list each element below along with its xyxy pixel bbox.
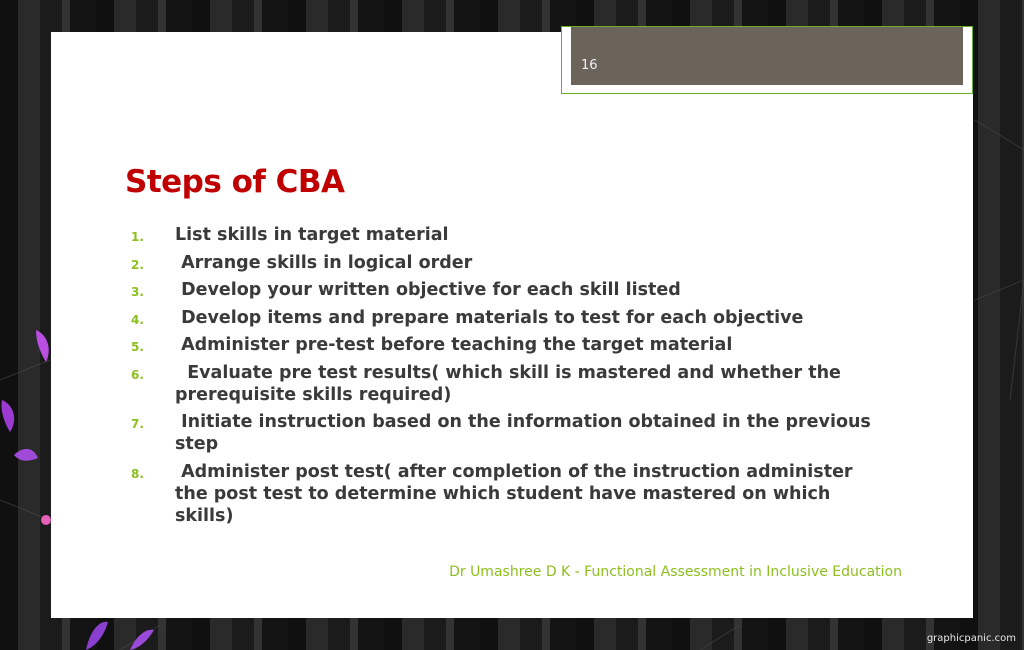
list-number: 4. bbox=[131, 312, 144, 327]
list-item-text: Develop items and prepare materials to test for each objective bbox=[175, 307, 804, 328]
list-number: 7. bbox=[131, 417, 144, 431]
list-item bbox=[131, 252, 891, 274]
slide-title: Steps of CBA bbox=[125, 164, 345, 200]
list-item-text: Develop your written objective for each skill listed bbox=[175, 280, 681, 300]
list-number: 5. bbox=[131, 340, 144, 354]
steps-list bbox=[131, 224, 891, 532]
list-item bbox=[131, 307, 891, 329]
list-number: 2. bbox=[131, 257, 144, 272]
list-item-text: List skills in target material bbox=[175, 225, 449, 245]
list-item bbox=[131, 461, 891, 527]
list-item bbox=[131, 224, 891, 246]
list-item-text: Evaluate pre test results( which skill is mastered and whether the prerequisite skills required) bbox=[175, 362, 848, 405]
list-item-text: Administer post test( after completion of the instruction administer the post test to determine which student have mastered on which skills) bbox=[175, 461, 859, 526]
list-item bbox=[131, 279, 891, 301]
list-item-text: Arrange skills in logical order bbox=[175, 252, 473, 273]
page-number-bar bbox=[571, 27, 963, 85]
list-item-text: Initiate instruction based on the information obtained in the previous step bbox=[175, 412, 877, 454]
list-number: 6. bbox=[131, 367, 144, 382]
list-item bbox=[131, 334, 891, 356]
list-item-text: Administer pre-test before teaching the target material bbox=[175, 335, 733, 355]
list-item bbox=[131, 411, 891, 455]
list-item bbox=[131, 362, 891, 406]
brand-watermark: graphicpanic.com bbox=[926, 633, 1016, 644]
list-number: 1. bbox=[131, 230, 144, 244]
list-number: 3. bbox=[131, 285, 144, 299]
slide-footer: Dr Umashree D K - Functional Assessment in Inclusive Education bbox=[449, 564, 902, 580]
page-number: 16 bbox=[581, 58, 598, 73]
slide bbox=[51, 32, 973, 618]
list-number: 8. bbox=[131, 466, 144, 481]
page-number-box bbox=[561, 26, 973, 94]
